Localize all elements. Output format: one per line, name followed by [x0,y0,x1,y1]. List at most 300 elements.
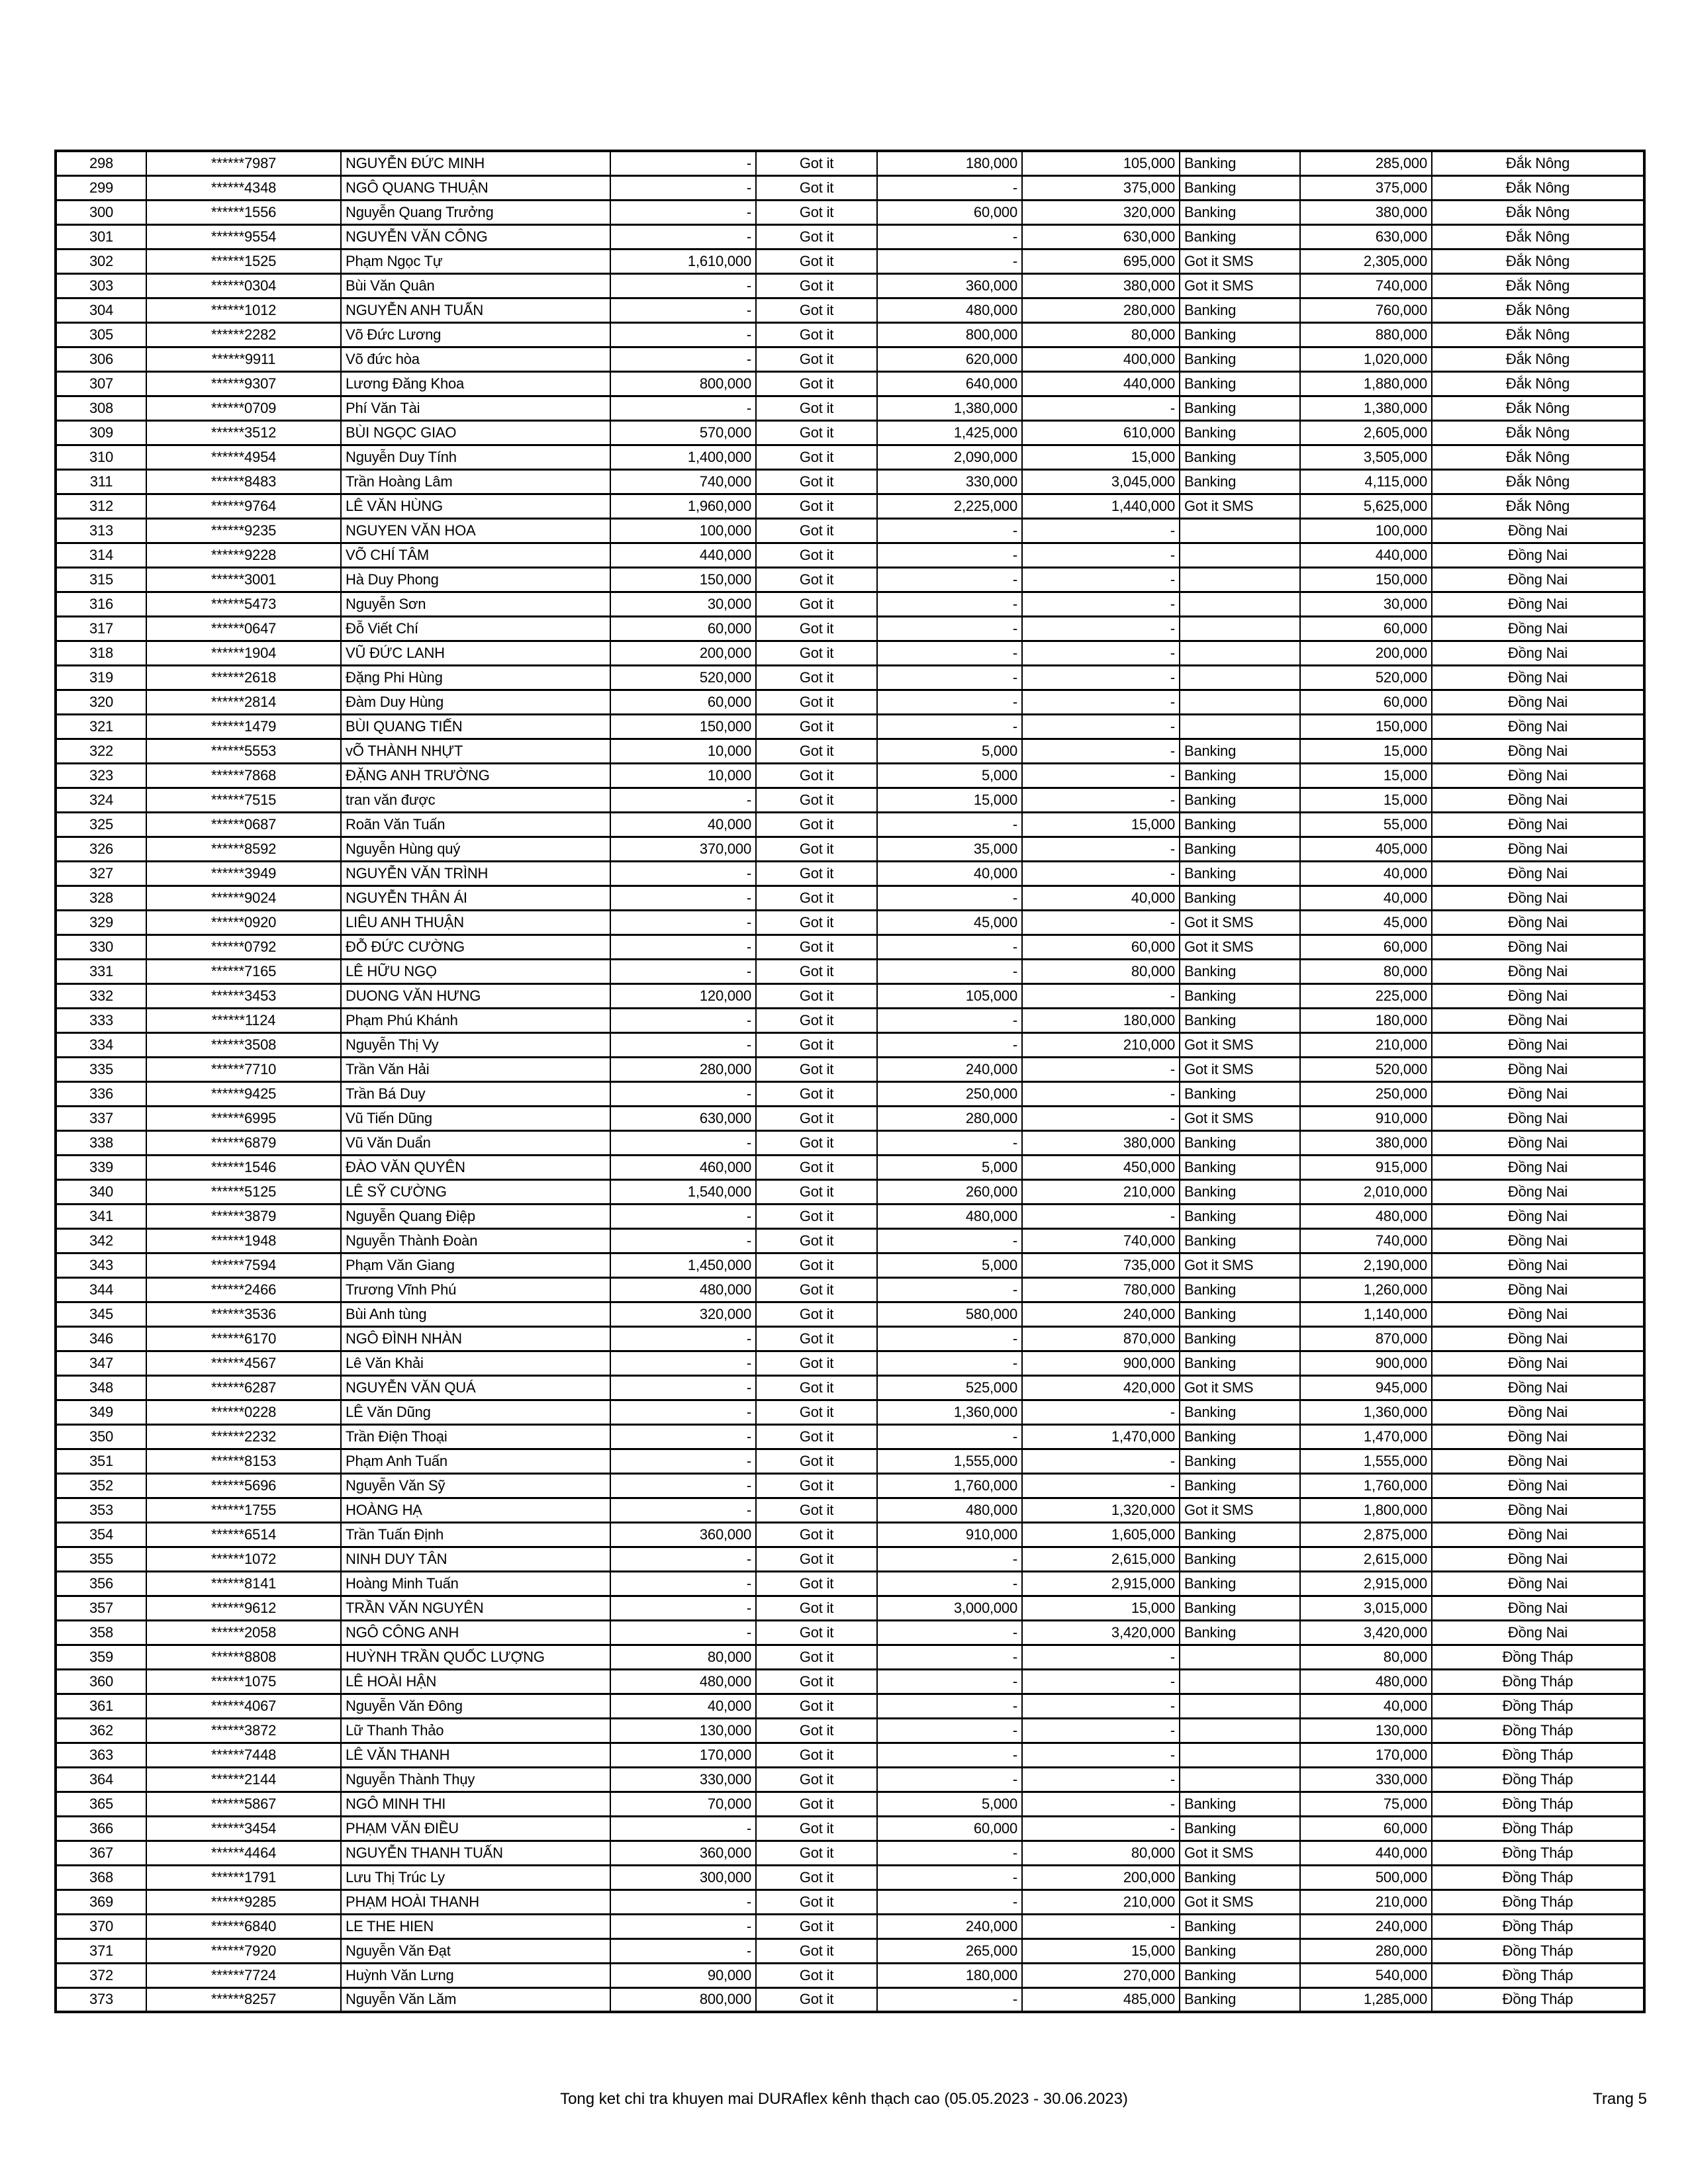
cell-province: Đồng Nai [1432,1571,1644,1596]
cell-amount_1: - [610,910,756,934]
table-row [56,837,1644,861]
payout-table-body [56,151,1644,2012]
cell-total: 1,380,000 [1300,396,1432,420]
table-row [56,298,1644,322]
cell-no: 321 [56,714,146,739]
cell-amount_3: 60,000 [1022,934,1180,959]
cell-method: Banking [1180,200,1300,224]
cell-status: Got it [756,1767,877,1792]
cell-name: Võ đức hòa [341,347,610,371]
cell-status: Got it [756,592,877,616]
cell-total: 180,000 [1300,1008,1432,1032]
cell-phone_masked: ******4067 [146,1694,341,1718]
cell-amount_1: 40,000 [610,1694,756,1718]
cell-method: Banking [1180,1792,1300,1816]
table-row [56,788,1644,812]
cell-total: 15,000 [1300,763,1432,788]
cell-no: 353 [56,1498,146,1522]
cell-no: 312 [56,494,146,518]
cell-amount_1: 150,000 [610,567,756,592]
cell-amount_1: 60,000 [610,616,756,641]
cell-name: Nguyễn Văn Lăm [341,1987,610,2012]
cell-amount_2: 5,000 [877,763,1022,788]
table-row [56,151,1644,175]
cell-total: 40,000 [1300,1694,1432,1718]
cell-name: Hoàng Minh Tuấn [341,1571,610,1596]
cell-name: NINH DUY TÂN [341,1547,610,1571]
cell-method: Banking [1180,1081,1300,1106]
cell-amount_3: 210,000 [1022,1032,1180,1057]
cell-method: Banking [1180,1351,1300,1375]
cell-total: 60,000 [1300,690,1432,714]
cell-amount_1: - [610,151,756,175]
cell-amount_3: 15,000 [1022,445,1180,469]
cell-province: Đắk Nông [1432,322,1644,347]
cell-name: Phạm Anh Tuấn [341,1449,610,1473]
cell-total: 2,010,000 [1300,1179,1432,1204]
cell-no: 355 [56,1547,146,1571]
cell-amount_2: - [877,714,1022,739]
cell-total: 2,615,000 [1300,1547,1432,1571]
cell-amount_2: 360,000 [877,273,1022,298]
cell-phone_masked: ******3508 [146,1032,341,1057]
table-row [56,1938,1644,1963]
cell-amount_2: - [877,886,1022,910]
cell-total: 2,915,000 [1300,1571,1432,1596]
cell-name: DUONG VĂN HƯNG [341,983,610,1008]
cell-status: Got it [756,494,877,518]
cell-province: Đồng Tháp [1432,1963,1644,1987]
cell-amount_1: 1,400,000 [610,445,756,469]
cell-amount_3: 695,000 [1022,249,1180,273]
cell-total: 15,000 [1300,739,1432,763]
cell-amount_3: 900,000 [1022,1351,1180,1375]
cell-name: TRẦN VĂN NGUYÊN [341,1596,610,1620]
cell-province: Đồng Nai [1432,739,1644,763]
table-row [56,1155,1644,1179]
cell-amount_3: - [1022,788,1180,812]
cell-status: Got it [756,322,877,347]
cell-amount_2: - [877,1669,1022,1694]
cell-amount_3: 15,000 [1022,1938,1180,1963]
cell-phone_masked: ******2618 [146,665,341,690]
table-row [56,1571,1644,1596]
cell-phone_masked: ******3001 [146,567,341,592]
cell-province: Đồng Nai [1432,861,1644,886]
table-row [56,1645,1644,1669]
cell-amount_2: 1,425,000 [877,420,1022,445]
cell-phone_masked: ******1556 [146,200,341,224]
cell-phone_masked: ******0304 [146,273,341,298]
cell-amount_2: 620,000 [877,347,1022,371]
cell-method: Banking [1180,1816,1300,1841]
cell-name: Nguyễn Sơn [341,592,610,616]
table-row [56,1596,1644,1620]
cell-method: Banking [1180,1473,1300,1498]
cell-no: 318 [56,641,146,665]
cell-no: 365 [56,1792,146,1816]
cell-no: 311 [56,469,146,494]
cell-method: Banking [1180,763,1300,788]
cell-amount_2: 265,000 [877,1938,1022,1963]
cell-amount_3: 3,045,000 [1022,469,1180,494]
cell-status: Got it [756,1106,877,1130]
cell-name: LE THE HIEN [341,1914,610,1938]
cell-phone_masked: ******9554 [146,224,341,249]
cell-total: 250,000 [1300,1081,1432,1106]
cell-total: 45,000 [1300,910,1432,934]
cell-phone_masked: ******7594 [146,1253,341,1277]
cell-amount_2: 3,000,000 [877,1596,1022,1620]
cell-amount_3: 870,000 [1022,1326,1180,1351]
cell-amount_1: 40,000 [610,812,756,837]
cell-no: 301 [56,224,146,249]
cell-total: 100,000 [1300,518,1432,543]
cell-no: 327 [56,861,146,886]
cell-phone_masked: ******2232 [146,1424,341,1449]
table-row [56,886,1644,910]
cell-phone_masked: ******1479 [146,714,341,739]
cell-no: 337 [56,1106,146,1130]
cell-status: Got it [756,886,877,910]
cell-amount_2: 60,000 [877,1816,1022,1841]
cell-province: Đồng Tháp [1432,1694,1644,1718]
cell-method [1180,1718,1300,1743]
cell-method: Banking [1180,1424,1300,1449]
cell-status: Got it [756,1596,877,1620]
cell-status: Got it [756,1498,877,1522]
table-row [56,1400,1644,1424]
cell-phone_masked: ******0792 [146,934,341,959]
cell-method: Banking [1180,1938,1300,1963]
cell-name: Nguyễn Thị Vy [341,1032,610,1057]
cell-amount_3: 610,000 [1022,420,1180,445]
cell-method: Banking [1180,1522,1300,1547]
cell-amount_3: 320,000 [1022,200,1180,224]
cell-no: 329 [56,910,146,934]
cell-status: Got it [756,1865,877,1889]
cell-phone_masked: ******3872 [146,1718,341,1743]
table-row [56,1326,1644,1351]
cell-amount_1: 330,000 [610,1767,756,1792]
cell-status: Got it [756,1841,877,1865]
cell-no: 352 [56,1473,146,1498]
cell-status: Got it [756,567,877,592]
cell-amount_3: - [1022,763,1180,788]
table-row [56,1865,1644,1889]
cell-method [1180,1767,1300,1792]
cell-amount_3: 240,000 [1022,1302,1180,1326]
cell-amount_2: 1,760,000 [877,1473,1022,1498]
cell-status: Got it [756,910,877,934]
cell-amount_3: 780,000 [1022,1277,1180,1302]
cell-province: Đồng Nai [1432,714,1644,739]
cell-amount_1: 200,000 [610,641,756,665]
cell-name: NGUYỄN VĂN CÔNG [341,224,610,249]
table-row [56,1351,1644,1375]
cell-amount_1: 150,000 [610,714,756,739]
cell-method: Got it SMS [1180,1106,1300,1130]
cell-amount_3: - [1022,861,1180,886]
cell-total: 1,020,000 [1300,347,1432,371]
cell-amount_2: 45,000 [877,910,1022,934]
cell-name: VŨ ĐỨC LANH [341,641,610,665]
cell-amount_3: 15,000 [1022,1596,1180,1620]
cell-province: Đồng Nai [1432,983,1644,1008]
cell-amount_1: 90,000 [610,1963,756,1987]
cell-phone_masked: ******6514 [146,1522,341,1547]
table-row [56,1179,1644,1204]
cell-amount_2: - [877,1228,1022,1253]
cell-method: Got it SMS [1180,494,1300,518]
cell-phone_masked: ******4464 [146,1841,341,1865]
table-row [56,739,1644,763]
cell-name: NGUYỄN ANH TUẤN [341,298,610,322]
cell-no: 367 [56,1841,146,1865]
cell-amount_2: 1,360,000 [877,1400,1022,1424]
cell-amount_2: - [877,1841,1022,1865]
cell-name: ĐÀO VĂN QUYÊN [341,1155,610,1179]
cell-phone_masked: ******6995 [146,1106,341,1130]
cell-phone_masked: ******9024 [146,886,341,910]
cell-amount_3: - [1022,616,1180,641]
cell-name: NGÔ QUANG THUẬN [341,175,610,200]
cell-total: 760,000 [1300,298,1432,322]
cell-amount_2: 640,000 [877,371,1022,396]
cell-amount_3: - [1022,1718,1180,1743]
table-row [56,1302,1644,1326]
cell-method: Banking [1180,1547,1300,1571]
cell-phone_masked: ******2144 [146,1767,341,1792]
cell-total: 225,000 [1300,983,1432,1008]
table-row [56,518,1644,543]
cell-name: NGUYỄN THÂN ÁI [341,886,610,910]
cell-status: Got it [756,812,877,837]
cell-total: 380,000 [1300,1130,1432,1155]
cell-no: 319 [56,665,146,690]
table-row [56,1987,1644,2012]
cell-method: Got it SMS [1180,1498,1300,1522]
cell-amount_2: - [877,1351,1022,1375]
cell-amount_1: 70,000 [610,1792,756,1816]
cell-phone_masked: ******5553 [146,739,341,763]
table-row [56,200,1644,224]
cell-no: 368 [56,1865,146,1889]
table-row [56,543,1644,567]
cell-name: Huỳnh Văn Lưng [341,1963,610,1987]
cell-amount_1: - [610,861,756,886]
cell-province: Đồng Tháp [1432,1792,1644,1816]
cell-amount_1: 100,000 [610,518,756,543]
cell-method: Banking [1180,886,1300,910]
cell-amount_2: - [877,1718,1022,1743]
cell-province: Đồng Nai [1432,1228,1644,1253]
cell-status: Got it [756,1400,877,1424]
cell-amount_2: 2,225,000 [877,494,1022,518]
cell-amount_1: - [610,1498,756,1522]
cell-status: Got it [756,224,877,249]
cell-amount_3: - [1022,665,1180,690]
cell-phone_masked: ******9764 [146,494,341,518]
cell-method: Got it SMS [1180,1032,1300,1057]
table-row [56,690,1644,714]
cell-amount_3: - [1022,1792,1180,1816]
cell-method: Banking [1180,1620,1300,1645]
cell-amount_1: - [610,1400,756,1424]
cell-no: 307 [56,371,146,396]
cell-amount_1: 360,000 [610,1841,756,1865]
cell-phone_masked: ******2058 [146,1620,341,1645]
cell-total: 1,140,000 [1300,1302,1432,1326]
cell-province: Đồng Tháp [1432,1987,1644,2012]
cell-name: Lữ Thanh Thảo [341,1718,610,1743]
cell-amount_3: 80,000 [1022,1841,1180,1865]
cell-total: 500,000 [1300,1865,1432,1889]
cell-phone_masked: ******9425 [146,1081,341,1106]
cell-amount_2: - [877,543,1022,567]
cell-province: Đắk Nông [1432,445,1644,469]
cell-no: 358 [56,1620,146,1645]
cell-name: Phạm Phú Khánh [341,1008,610,1032]
cell-name: Nguyễn Thành Đoàn [341,1228,610,1253]
cell-amount_2: 480,000 [877,1204,1022,1228]
cell-amount_1: - [610,1032,756,1057]
cell-amount_1: 370,000 [610,837,756,861]
cell-method [1180,567,1300,592]
cell-phone_masked: ******1948 [146,1228,341,1253]
cell-amount_2: 5,000 [877,1792,1022,1816]
cell-method: Banking [1180,151,1300,175]
table-row [56,1106,1644,1130]
cell-phone_masked: ******8592 [146,837,341,861]
cell-total: 910,000 [1300,1106,1432,1130]
cell-status: Got it [756,1914,877,1938]
cell-name: Bùi Anh tùng [341,1302,610,1326]
cell-amount_2: - [877,1326,1022,1351]
cell-name: Nguyễn Văn Đạt [341,1938,610,1963]
cell-amount_1: - [610,1938,756,1963]
cell-total: 5,625,000 [1300,494,1432,518]
cell-name: Võ Đức Lương [341,322,610,347]
cell-amount_1: - [610,1596,756,1620]
cell-province: Đồng Tháp [1432,1743,1644,1767]
cell-total: 4,115,000 [1300,469,1432,494]
cell-method: Banking [1180,959,1300,983]
cell-method: Got it SMS [1180,1057,1300,1081]
cell-amount_1: - [610,1228,756,1253]
cell-name: PHẠM HOÀI THANH [341,1889,610,1914]
cell-phone_masked: ******1525 [146,249,341,273]
cell-amount_1: 60,000 [610,690,756,714]
cell-status: Got it [756,739,877,763]
cell-no: 323 [56,763,146,788]
cell-status: Got it [756,249,877,273]
cell-province: Đồng Nai [1432,910,1644,934]
cell-amount_2: - [877,1008,1022,1032]
cell-name: PHẠM VĂN ĐIỀU [341,1816,610,1841]
cell-amount_3: 3,420,000 [1022,1620,1180,1645]
cell-province: Đồng Nai [1432,1081,1644,1106]
cell-province: Đồng Nai [1432,616,1644,641]
cell-method: Banking [1180,1326,1300,1351]
cell-method: Banking [1180,396,1300,420]
cell-name: NGUYEN VĂN HOA [341,518,610,543]
cell-status: Got it [756,396,877,420]
cell-total: 520,000 [1300,665,1432,690]
cell-amount_1: - [610,1351,756,1375]
cell-method: Banking [1180,983,1300,1008]
cell-amount_2: 910,000 [877,1522,1022,1547]
cell-amount_1: - [610,1424,756,1449]
cell-method [1180,616,1300,641]
cell-phone_masked: ******9285 [146,1889,341,1914]
cell-phone_masked: ******8153 [146,1449,341,1473]
cell-no: 361 [56,1694,146,1718]
cell-amount_3: 400,000 [1022,347,1180,371]
cell-total: 40,000 [1300,861,1432,886]
cell-phone_masked: ******6879 [146,1130,341,1155]
cell-province: Đồng Nai [1432,592,1644,616]
cell-amount_1: 520,000 [610,665,756,690]
cell-total: 1,285,000 [1300,1987,1432,2012]
cell-total: 440,000 [1300,1841,1432,1865]
cell-name: vÕ THÀNH NHỰT [341,739,610,763]
cell-phone_masked: ******8483 [146,469,341,494]
cell-amount_3: - [1022,983,1180,1008]
cell-phone_masked: ******1075 [146,1669,341,1694]
cell-method: Banking [1180,445,1300,469]
cell-no: 313 [56,518,146,543]
cell-amount_1: - [610,1326,756,1351]
table-row [56,469,1644,494]
cell-name: BÙI NGỌC GIAO [341,420,610,445]
cell-amount_3: 105,000 [1022,151,1180,175]
table-row [56,1889,1644,1914]
cell-total: 15,000 [1300,788,1432,812]
cell-amount_1: 800,000 [610,1987,756,2012]
cell-amount_2: - [877,665,1022,690]
cell-name: Lương Đăng Khoa [341,371,610,396]
cell-no: 348 [56,1375,146,1400]
table-row [56,1008,1644,1032]
cell-amount_2: - [877,812,1022,837]
cell-amount_3: 210,000 [1022,1179,1180,1204]
cell-method: Got it SMS [1180,1889,1300,1914]
cell-method: Got it SMS [1180,1841,1300,1865]
cell-total: 55,000 [1300,812,1432,837]
cell-total: 210,000 [1300,1889,1432,1914]
cell-method [1180,1743,1300,1767]
cell-phone_masked: ******1791 [146,1865,341,1889]
cell-status: Got it [756,420,877,445]
cell-amount_2: 1,380,000 [877,396,1022,420]
cell-amount_3: - [1022,1694,1180,1718]
cell-phone_masked: ******4954 [146,445,341,469]
cell-phone_masked: ******5125 [146,1179,341,1204]
table-row [56,714,1644,739]
cell-total: 80,000 [1300,1645,1432,1669]
cell-amount_3: - [1022,518,1180,543]
table-row [56,1816,1644,1841]
cell-name: Nguyễn Quang Trưởng [341,200,610,224]
cell-no: 366 [56,1816,146,1841]
cell-amount_3: - [1022,1914,1180,1938]
cell-amount_3: - [1022,714,1180,739]
table-row [56,1694,1644,1718]
cell-status: Got it [756,1302,877,1326]
cell-amount_1: - [610,322,756,347]
cell-status: Got it [756,273,877,298]
